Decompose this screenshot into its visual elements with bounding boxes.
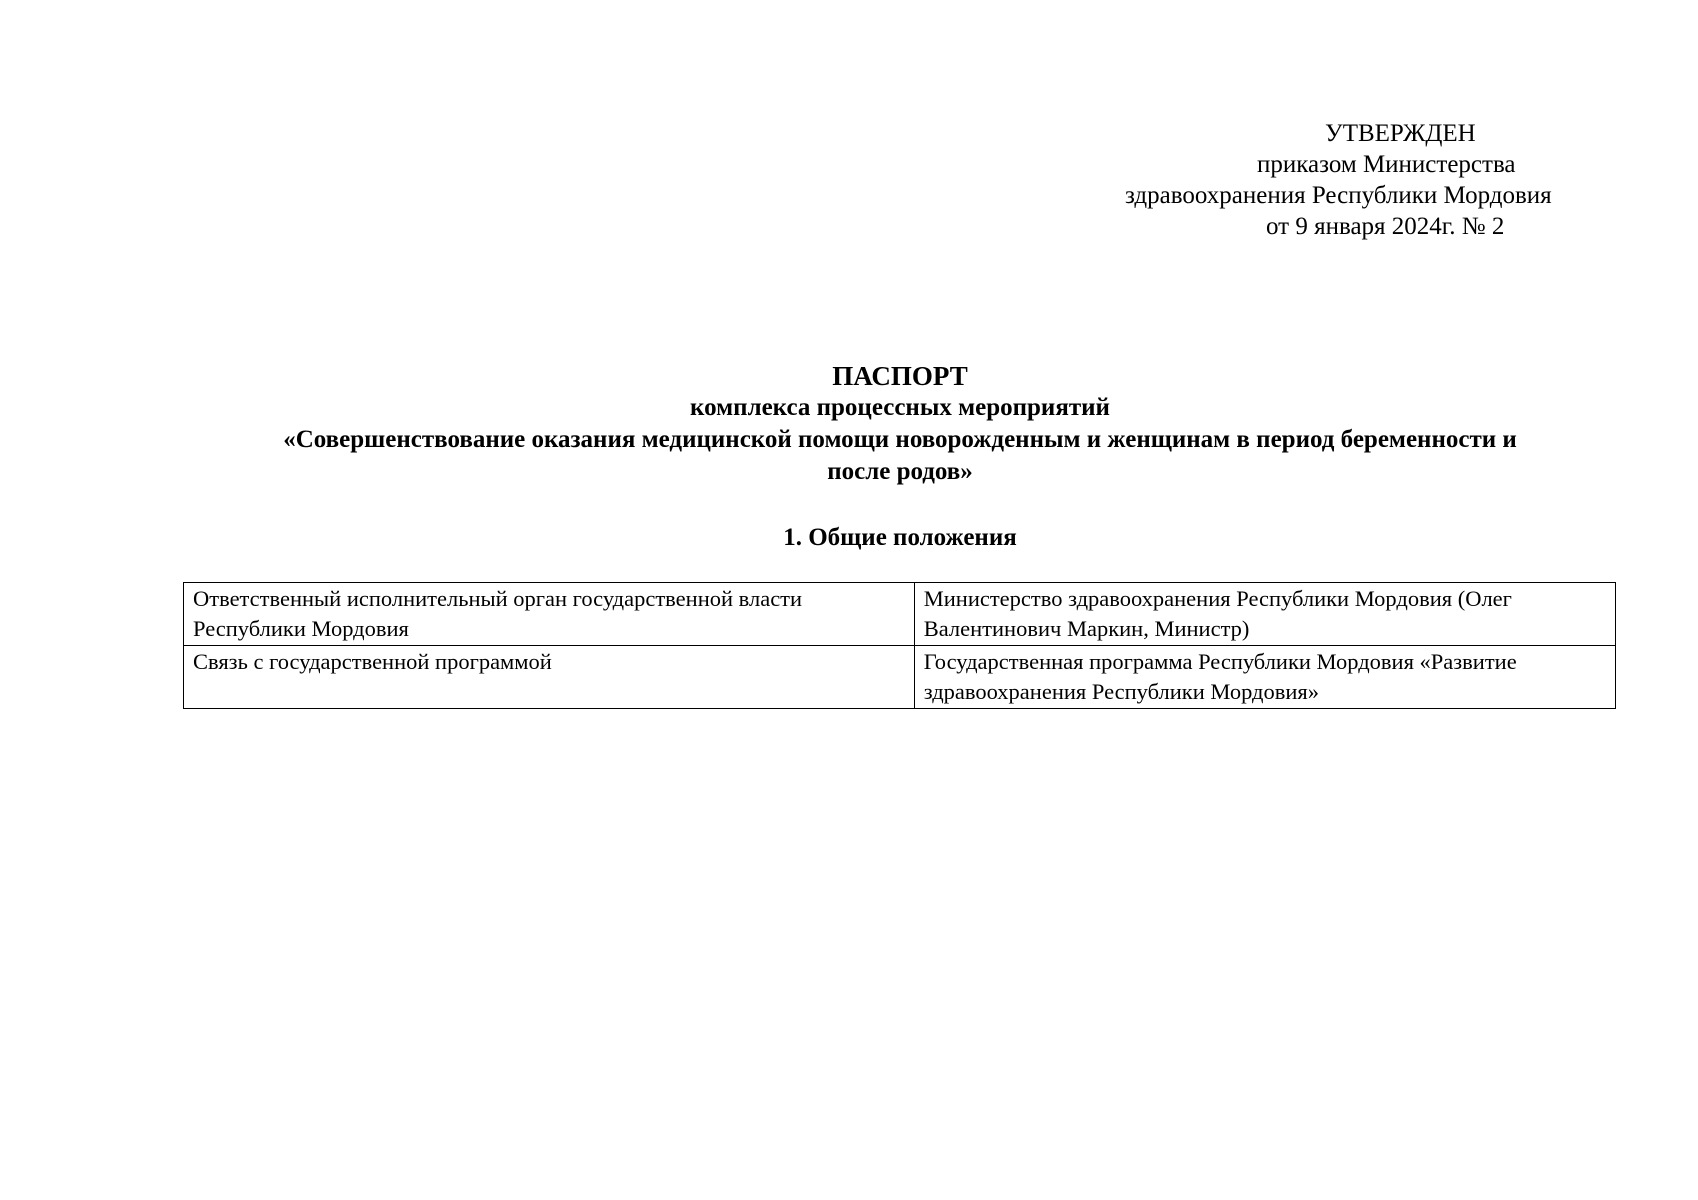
table-row <box>184 583 1616 646</box>
document-name-line-2: после родов» <box>827 458 973 485</box>
approval-order-line: приказом Министерства <box>1257 151 1516 178</box>
general-provisions-table <box>183 582 1616 709</box>
table-cell-label: Ответственный исполнительный орган государственной власти Республики Мордовия <box>184 583 915 646</box>
table-cell-value: Министерство здравоохранения Республики Мордовия (Олег Валентинович Маркин, Министр) <box>914 583 1615 646</box>
document-subtitle: комплекса процессных мероприятий <box>690 394 1110 421</box>
approval-date-line: от 9 января 2024г. № 2 <box>1266 213 1505 240</box>
document-header <box>180 360 1620 488</box>
approval-block <box>1100 118 1590 242</box>
document-title: ПАСПОРТ <box>832 361 968 391</box>
section-title: 1. Общие положения <box>783 524 1017 551</box>
approval-ministry-line: здравоохранения Республики Мордовия <box>1125 182 1552 209</box>
table-cell-value: Государственная программа Республики Мордовия «Развитие здравоохранения Республики Мордовия» <box>914 646 1615 709</box>
document-name-line-1: «Совершенствование оказания медицинской помощи новорожденным и женщинам в период беременности и <box>283 426 1517 453</box>
table-row <box>184 646 1616 709</box>
approval-title: УТВЕРЖДЕН <box>1325 120 1476 147</box>
table-cell-label: Связь с государственной программой <box>184 646 915 709</box>
